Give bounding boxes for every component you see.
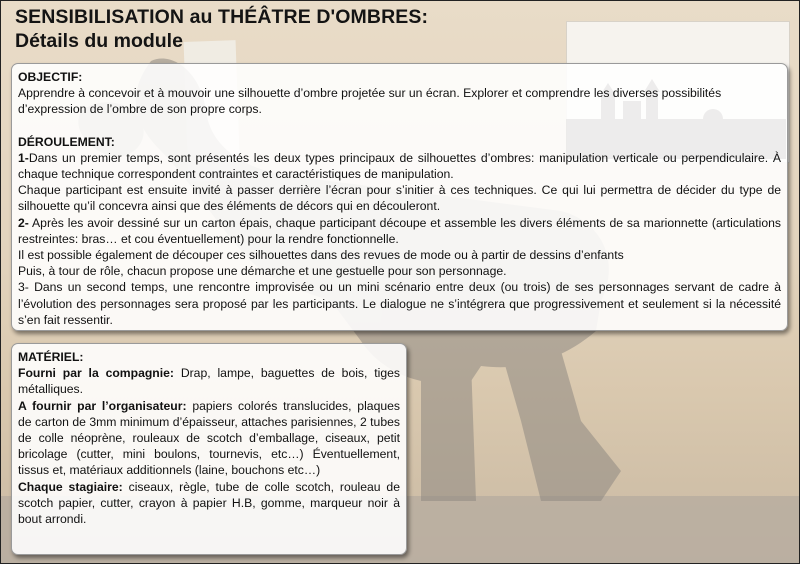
objectif-title: OBJECTIF:: [18, 70, 83, 84]
deroulement-paragraph-2: Chaque participant est ensuite invité à passer derrière l’écran pour s’initier à ces techniques. Ce qui lui permettra de décider du type de silhouette qu’il concevra ainsi que des éléments de décors qui en découleront.: [18, 183, 781, 214]
objectif-deroulement-panel: [11, 63, 788, 331]
organisateur-text: papiers colorés translucides, plaques de carton de 3mm minimum d’épaisseur, attaches parisiennes, 2 tubes de colle néoprène, rouleaux de scotch d’emballage, ciseaux, petit bricolage (cutter, mini boulons, tournevis, etc…) Éventuellement, tissus et, matériaux additionnels (laine, bouchons etc…): [18, 398, 400, 478]
step-1-text: Dans un premier temps, sont présentés les deux types principaux de silhouettes d’ombres: manipulation verticale ou perpendiculaire. À chaque technique correspondent contraintes et caractéristiques de manipulation.: [18, 150, 781, 182]
materiel-organisateur: [18, 398, 400, 479]
stagiaire-label: Chaque stagiaire:: [18, 479, 123, 494]
deroulement-step-3: 3- Dans un second temps, une rencontre improvisée ou un mini scénario entre deux (ou trois) de ses personnages servant de cadre à l’évolution des personnages sera proposé par les participants. Le dialogue ne s’intégrera que progressivement et seulement si la nécessité s’en fait ressentir.: [18, 280, 781, 327]
organisateur-label: A fournir par l’organisateur:: [18, 398, 187, 413]
materiel-stagiaire: [18, 479, 400, 528]
deroulement-title: DÉROULEMENT:: [18, 134, 115, 149]
deroulement-paragraph-4: Il est possible également de découper ces silhouettes dans des revues de mode ou à partir de dessins d’enfants: [18, 248, 624, 263]
compagnie-text: Drap, lampe, baguettes de bois, tiges métalliques.: [18, 366, 400, 397]
objectif-text: Apprendre à concevoir et à mouvoir une silhouette d’ombre projetée sur un écran. Explorer et comprendre les diverses possibilités d’expression de l’ombre de son propre corps.: [18, 86, 722, 117]
materiel-panel: [11, 343, 407, 555]
deroulement-step-2: [18, 215, 781, 247]
step-1-number: 1-: [18, 150, 29, 165]
materiel-compagnie: [18, 365, 400, 397]
compagnie-label: Fourni par la compagnie:: [18, 366, 174, 381]
materiel-title: MATÉRIEL:: [18, 350, 84, 364]
stagiaire-text: ciseaux, règle, tube de colle scotch, rouleau de scotch papier, cutter, crayon à papier H.B, gomme, marqueur noir à bout arrondi.: [18, 479, 400, 527]
deroulement-step-1: [18, 150, 781, 182]
page-subtitle: Détails du module: [15, 30, 183, 52]
page-title: SENSIBILISATION au THÉÂTRE D'OMBRES:: [15, 6, 429, 28]
step-2-number: 2-: [18, 215, 29, 230]
step-2-text: Après les avoir dessiné sur un carton épais, chaque participant découpe et assemble les divers éléments de sa marionnette (articulations restreintes: bras… et cou éventuellement) pour la rendre fonctionnelle.: [18, 215, 781, 246]
deroulement-paragraph-5: Puis, à tour de rôle, chacun propose une démarche et une gestuelle pour son personnage.: [18, 264, 507, 279]
page-heading: [15, 5, 428, 53]
